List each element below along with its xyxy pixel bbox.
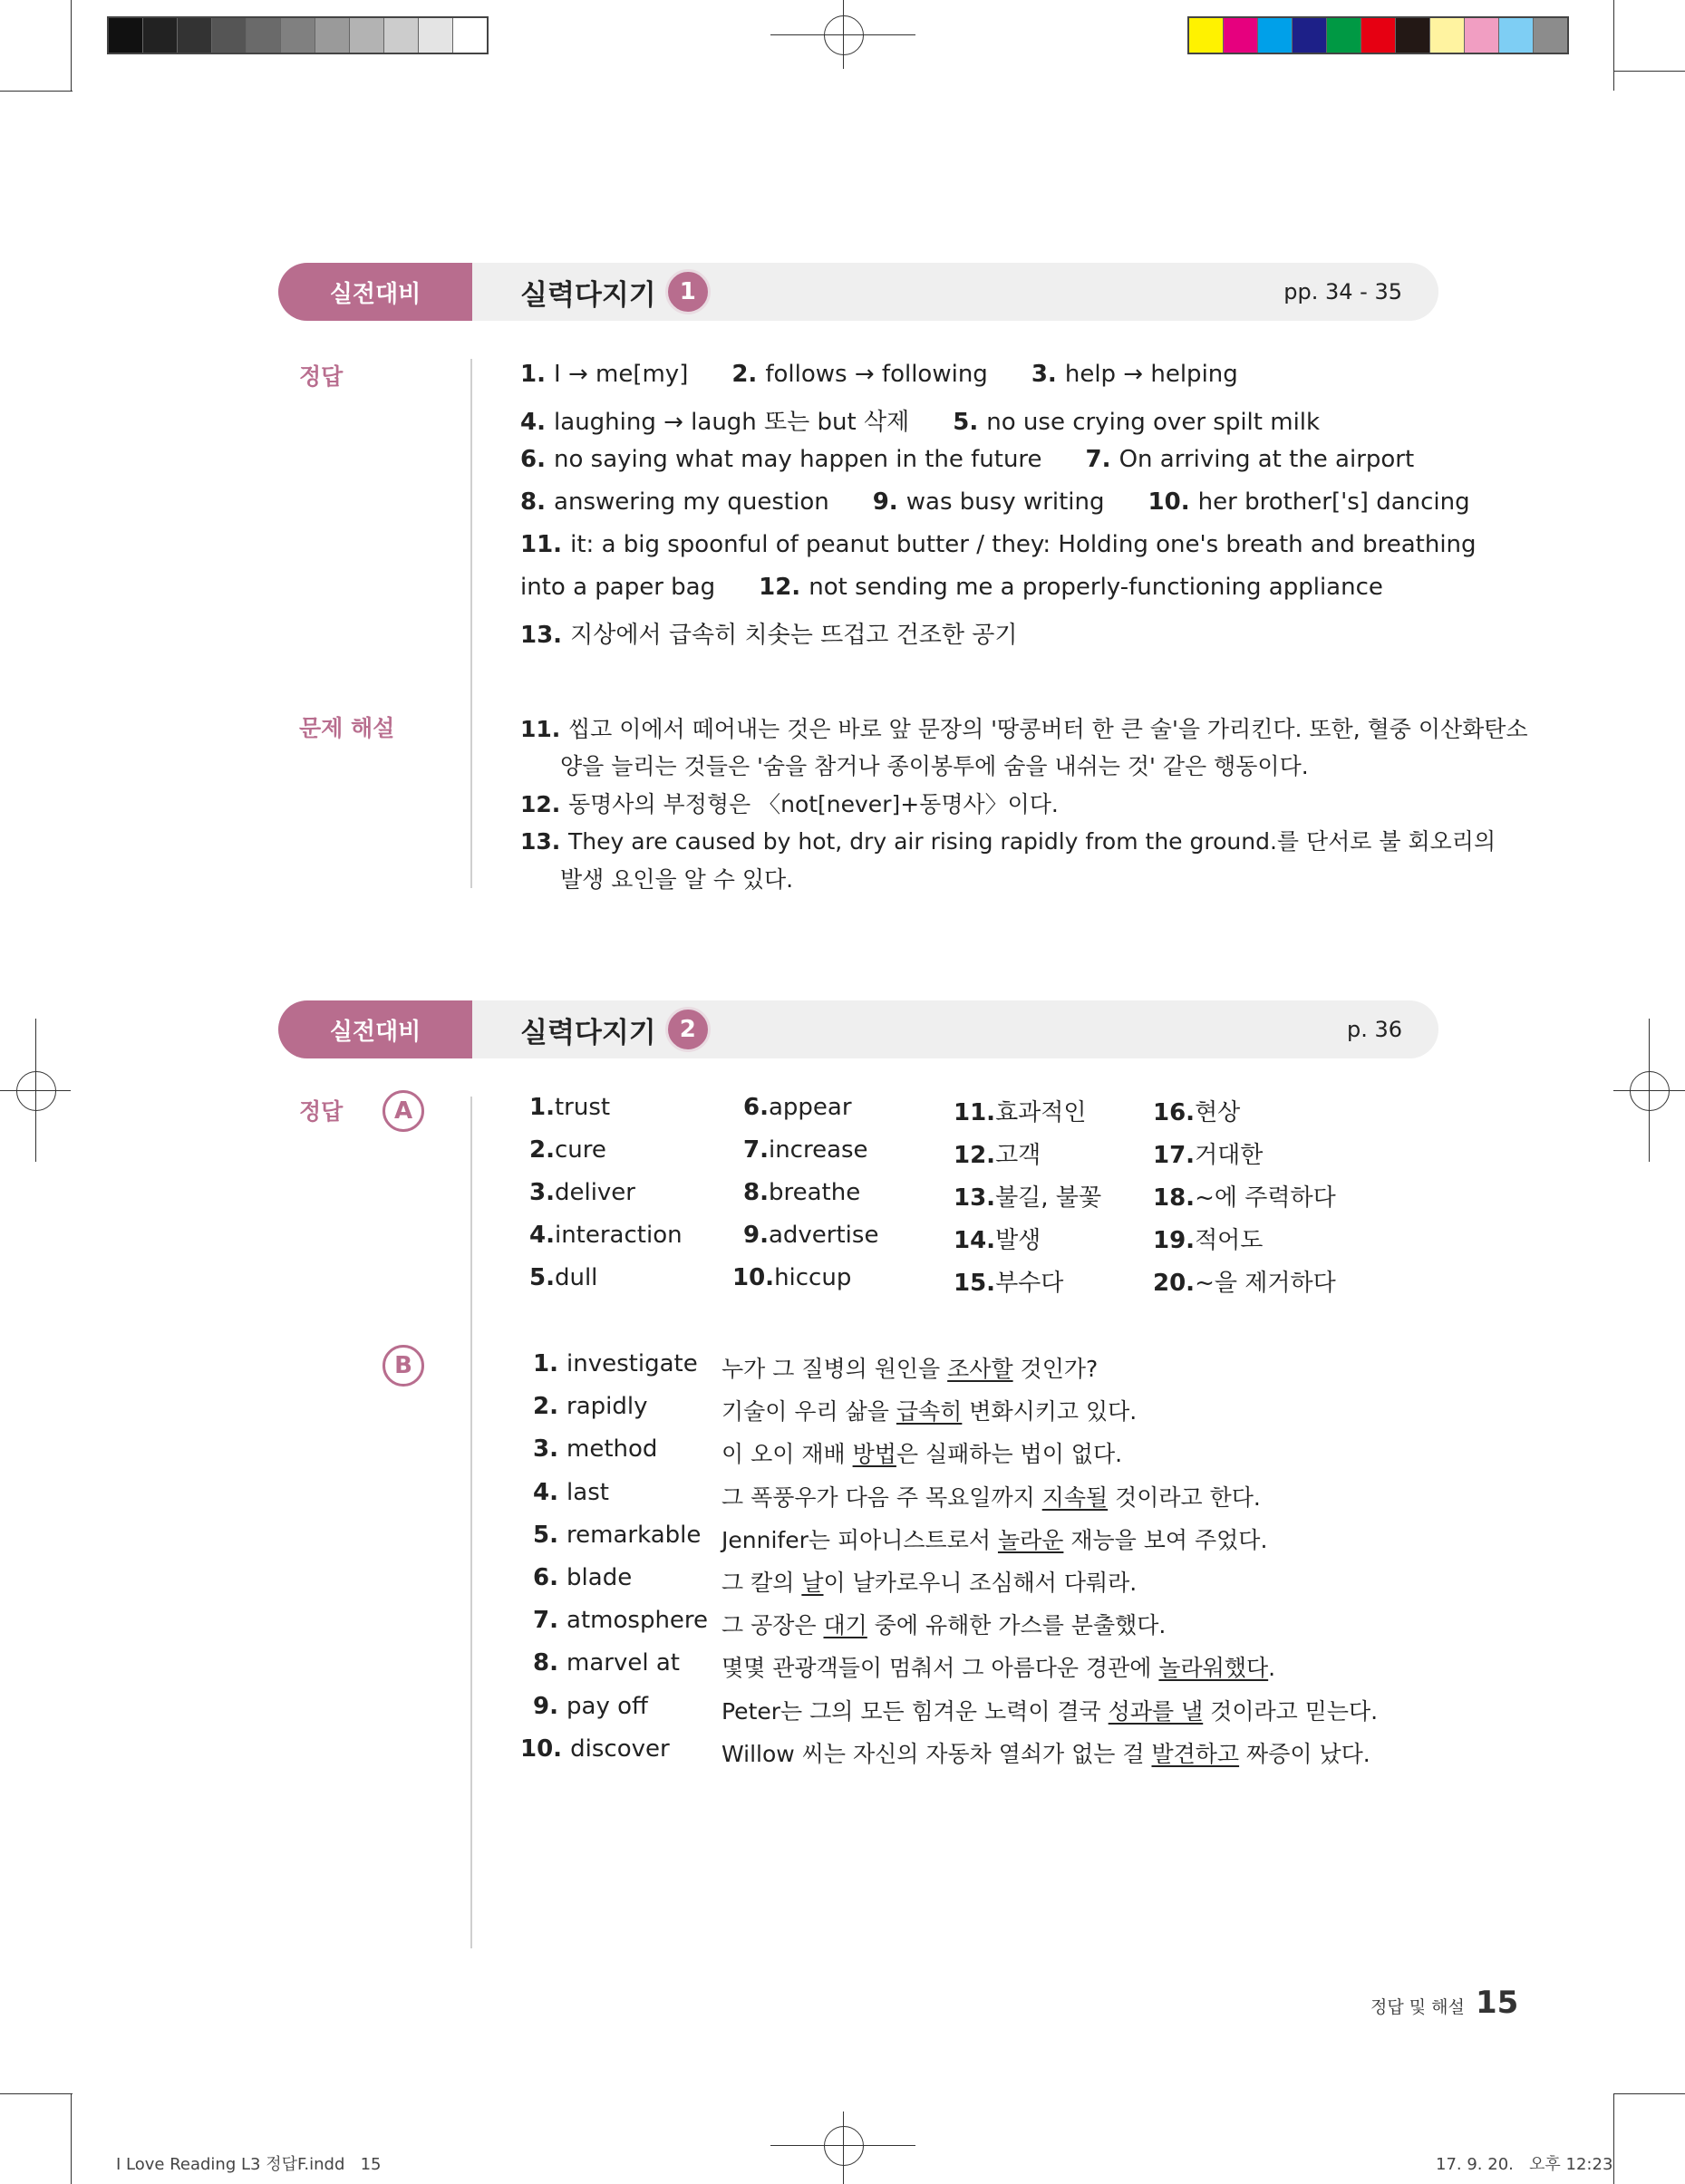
color-swatch <box>1499 18 1534 53</box>
example-sentence <box>721 1565 1137 1598</box>
answer-text: On arriving at the airport <box>1118 446 1415 473</box>
section-title-text: 실력다지기 <box>520 278 656 312</box>
vocab-word <box>533 1479 609 1506</box>
target-word: 놀라워했다 <box>1158 1655 1269 1682</box>
color-swatch <box>1430 18 1465 53</box>
color-swatch <box>453 18 487 53</box>
answer-line <box>520 531 1477 558</box>
sentence-part: 변화시키고 있다. <box>962 1398 1138 1425</box>
example-sentence <box>721 1694 1378 1726</box>
registration-mark-line <box>843 0 844 69</box>
item-number: 13. <box>520 828 568 855</box>
file-info: I Love Reading L3 정답F.indd 15 <box>116 2155 382 2174</box>
section-tag: 실전대비 <box>278 263 472 321</box>
sentence-part: . <box>1268 1655 1276 1682</box>
sentence-part: 중에 유해한 가스를 분출했다. <box>867 1612 1167 1639</box>
color-swatch <box>1327 18 1361 53</box>
explanation-line <box>520 824 1496 856</box>
item-number: 2. <box>529 1136 555 1164</box>
vocab-item <box>954 1179 1101 1213</box>
explanation-text: They are caused by hot, dry air rising rapidly from the ground.를 단서로 불 회오리의 <box>568 828 1496 855</box>
vocab-item <box>1153 1222 1263 1255</box>
color-swatch <box>384 18 419 53</box>
word-text: investigate <box>567 1350 698 1377</box>
target-word: 발견하고 <box>1151 1740 1240 1767</box>
section-number-badge: 1 <box>665 269 711 314</box>
vocab-text: 고객 <box>995 1142 1041 1169</box>
explanation-line <box>520 787 1059 819</box>
color-swatch <box>1465 18 1499 53</box>
column-divider <box>470 359 472 888</box>
item-number: 3. <box>1031 361 1065 388</box>
vocab-text: ~을 제거하다 <box>1195 1270 1336 1297</box>
item-number: 4. <box>529 1222 555 1249</box>
example-sentence <box>721 1608 1166 1640</box>
timestamp: 17. 9. 20. 오후 12:23 <box>1436 2155 1613 2174</box>
item-number: 16. <box>1153 1099 1196 1126</box>
color-swatch <box>1361 18 1396 53</box>
crop-mark <box>0 2093 73 2094</box>
example-sentence <box>721 1736 1370 1769</box>
target-word: 조사할 <box>947 1356 1013 1382</box>
example-sentence <box>721 1480 1261 1512</box>
sentence-part: 그 공장은 <box>721 1612 824 1639</box>
item-number: 2. <box>533 1393 567 1421</box>
vocab-text: appear <box>768 1094 852 1121</box>
explanation-text: 동명사의 부정형은 〈not[never]+동명사〉이다. <box>568 791 1059 817</box>
color-swatch <box>143 18 178 53</box>
explanation-label: 문제 해설 <box>299 715 395 741</box>
section-number-badge: 2 <box>665 1007 711 1052</box>
color-swatch <box>1396 18 1430 53</box>
answer-line <box>520 446 1414 473</box>
color-swatch <box>247 18 281 53</box>
sentence-part: 기술이 우리 삶을 <box>721 1398 896 1425</box>
vocab-word <box>533 1393 648 1420</box>
explanation-line <box>520 711 1528 744</box>
registration-mark <box>824 2126 864 2166</box>
part-b-badge: B <box>383 1345 424 1387</box>
item-number: 10. <box>520 1735 571 1763</box>
answer-text: into a paper bag <box>520 574 716 601</box>
vocab-text: dull <box>554 1264 598 1291</box>
vocab-item <box>743 1094 852 1121</box>
vocab-word <box>533 1522 701 1549</box>
section-title <box>520 268 711 315</box>
answer-text: her brother['s] dancing <box>1197 488 1470 516</box>
registration-mark-line <box>35 1019 36 1162</box>
vocab-text: ~에 주력하다 <box>1195 1184 1336 1212</box>
vocab-text: 적어도 <box>1195 1227 1264 1254</box>
word-text: marvel at <box>567 1649 680 1677</box>
answer-line <box>520 361 1238 388</box>
sentence-part: Jennifer는 피아니스트로서 <box>721 1526 998 1553</box>
item-number: 15. <box>954 1270 996 1297</box>
vocab-item <box>529 1094 610 1121</box>
color-swatch <box>315 18 350 53</box>
vocab-item <box>743 1222 878 1249</box>
answer-text: it: a big spoonful of peanut butter / they: Holding one's breath and breathing <box>570 531 1477 558</box>
item-number: 1. <box>520 361 555 388</box>
item-number: 11. <box>954 1099 996 1126</box>
answer-label: 정답 <box>299 363 344 390</box>
section-title-text: 실력다지기 <box>520 1016 656 1049</box>
vocab-text: deliver <box>554 1179 635 1206</box>
target-word: 성과를 낼 <box>1108 1697 1204 1725</box>
crop-mark <box>1613 0 1614 91</box>
target-word: 방법 <box>852 1441 896 1468</box>
word-text: atmosphere <box>567 1607 709 1635</box>
vocab-word <box>533 1649 680 1677</box>
item-number: 9. <box>872 488 906 516</box>
answer-text: help → helping <box>1064 361 1238 388</box>
item-number: 10. <box>1148 488 1198 516</box>
vocab-text: cure <box>554 1136 606 1164</box>
vocab-word <box>533 1564 632 1591</box>
color-swatch <box>281 18 315 53</box>
vocab-word <box>533 1350 698 1377</box>
item-number: 7. <box>1085 446 1119 473</box>
example-sentence <box>721 1351 1098 1384</box>
vocab-text: 불길, 불꽃 <box>995 1184 1102 1212</box>
answer-text: was busy writing <box>905 488 1105 516</box>
vocab-item <box>954 1222 1041 1255</box>
word-text: rapidly <box>567 1393 648 1421</box>
item-number: 8. <box>533 1649 567 1677</box>
answer-line <box>520 488 1470 516</box>
crop-mark <box>71 0 72 91</box>
color-swatch <box>109 18 143 53</box>
item-number: 18. <box>1153 1184 1196 1212</box>
page-reference: pp. 34 - 35 <box>1283 279 1402 304</box>
item-number: 19. <box>1153 1227 1196 1254</box>
sentence-part: 짜증이 났다. <box>1239 1740 1370 1767</box>
answer-text: follows → following <box>765 361 988 388</box>
column-divider <box>470 1097 472 1948</box>
target-word: 지속될 <box>1041 1483 1109 1511</box>
answer-line <box>520 403 1320 437</box>
answer-text: answering my question <box>554 488 829 516</box>
example-sentence <box>721 1522 1267 1555</box>
word-text: discover <box>570 1735 670 1763</box>
page-reference: p. 36 <box>1346 1017 1402 1042</box>
answer-line <box>520 574 1383 601</box>
vocab-item <box>743 1136 868 1164</box>
section-tag: 실전대비 <box>278 1000 472 1058</box>
item-number: 3. <box>533 1435 567 1464</box>
color-swatch <box>419 18 453 53</box>
page-number: 15 <box>1476 1985 1519 2021</box>
section-title <box>520 1006 711 1053</box>
registration-mark-line <box>843 2112 844 2184</box>
item-number: 6. <box>743 1094 769 1121</box>
vocab-word <box>533 1607 708 1634</box>
item-number: 3. <box>529 1179 555 1206</box>
answer-text: I → me[my] <box>554 361 689 388</box>
gray-color-bar <box>107 16 489 54</box>
word-text: pay off <box>567 1692 648 1720</box>
item-number: 11. <box>520 716 568 742</box>
crop-mark <box>1613 2093 1685 2094</box>
footer-label: 정답 및 해설 <box>1370 1997 1465 2017</box>
explanation-line <box>560 862 793 894</box>
item-number: 4. <box>520 409 555 436</box>
item-number: 9. <box>533 1692 567 1720</box>
target-word: 대기 <box>823 1612 867 1639</box>
sentence-part: 재능을 보여 주었다. <box>1063 1526 1268 1553</box>
vocab-item <box>743 1179 860 1206</box>
item-number: 6. <box>520 446 555 473</box>
registration-mark <box>16 1071 56 1111</box>
item-number: 9. <box>743 1222 769 1249</box>
item-number: 6. <box>533 1564 567 1591</box>
word-text: method <box>567 1435 658 1464</box>
vocab-item <box>732 1264 851 1291</box>
color-swatch <box>178 18 212 53</box>
crop-mark <box>1613 2093 1614 2184</box>
sentence-part: 것이라고 믿는다. <box>1203 1697 1379 1725</box>
sentence-part: 것이라고 한다. <box>1108 1483 1261 1511</box>
vocab-text: interaction <box>554 1222 683 1249</box>
vocab-item <box>1153 1094 1240 1127</box>
word-text: blade <box>567 1564 633 1591</box>
vocab-text: 효과적인 <box>995 1099 1087 1126</box>
sentence-part: 그 칼의 <box>721 1570 802 1596</box>
vocab-item <box>1153 1264 1336 1298</box>
item-number: 8. <box>743 1179 769 1206</box>
answer-text: not sending me a properly-functioning appliance <box>809 574 1383 601</box>
registration-mark <box>1630 1071 1670 1111</box>
explanation-text: 씹고 이에서 떼어내는 것은 바로 앞 문장의 '땅콩버터 한 큰 술'을 가리킨다. 또한, 혈중 이산화탄소 <box>568 716 1528 742</box>
vocab-text: 부수다 <box>995 1270 1064 1297</box>
answer-text: no saying what may happen in the future <box>554 446 1042 473</box>
item-number: 13. <box>954 1184 996 1212</box>
item-number: 5. <box>953 409 987 436</box>
item-number: 20. <box>1153 1270 1196 1297</box>
vocab-word <box>520 1735 670 1763</box>
vocab-text: hiccup <box>774 1264 852 1291</box>
part-a-badge: A <box>383 1090 424 1132</box>
example-sentence <box>721 1394 1137 1426</box>
explanation-text: 양을 늘리는 것들은 '숨을 참거나 종이봉투에 숨을 내쉬는 것' 같은 행동이다. <box>560 753 1309 779</box>
vocab-text: increase <box>768 1136 868 1164</box>
sentence-part: 몇몇 관광객들이 멈춰서 그 아름다운 경관에 <box>721 1655 1159 1682</box>
color-swatch <box>350 18 384 53</box>
sentence-part: 누가 그 질병의 원인을 <box>721 1356 948 1382</box>
item-number: 11. <box>520 531 571 558</box>
vocab-item <box>529 1264 597 1291</box>
item-number: 14. <box>954 1227 996 1254</box>
vocab-word <box>533 1435 657 1463</box>
sentence-part: Willow 씨는 자신의 자동차 열쇠가 없는 걸 <box>721 1740 1152 1767</box>
process-color-bar <box>1187 16 1569 54</box>
item-number: 4. <box>533 1478 567 1506</box>
item-number: 1. <box>529 1094 555 1121</box>
color-swatch <box>1258 18 1293 53</box>
vocab-text: trust <box>554 1094 611 1121</box>
sentence-part: 이 날카로우니 조심해서 다뤄라. <box>823 1570 1138 1596</box>
vocab-word <box>533 1693 648 1720</box>
target-word: 날 <box>801 1570 824 1596</box>
registration-mark <box>824 15 864 55</box>
crop-mark <box>71 2093 72 2184</box>
example-sentence <box>721 1436 1122 1469</box>
item-number: 13. <box>520 622 571 649</box>
item-number: 12. <box>759 574 809 601</box>
crop-mark <box>1613 71 1685 72</box>
target-word: 급속히 <box>896 1398 963 1425</box>
vocab-item <box>954 1136 1041 1170</box>
vocab-item <box>954 1264 1063 1298</box>
answer-line <box>520 616 1018 650</box>
sentence-part: 은 실패하는 법이 없다. <box>896 1441 1123 1468</box>
answer-text: 지상에서 급속히 치솟는 뜨겁고 건조한 공기 <box>570 622 1018 649</box>
item-number: 5. <box>533 1521 567 1549</box>
answer-text: laughing → laugh 또는 but 삭제 <box>554 409 910 436</box>
item-number: 7. <box>533 1607 567 1635</box>
color-swatch <box>212 18 247 53</box>
answer-text: no use crying over spilt milk <box>986 409 1321 436</box>
answer-label: 정답 <box>299 1098 344 1125</box>
color-swatch <box>1224 18 1258 53</box>
vocab-item <box>529 1179 635 1206</box>
item-number: 1. <box>533 1350 567 1377</box>
explanation-text: 발생 요인을 알 수 있다. <box>560 866 794 893</box>
item-number: 2. <box>731 361 766 388</box>
item-number: 7. <box>743 1136 769 1164</box>
item-number: 5. <box>529 1264 555 1291</box>
example-sentence <box>721 1650 1275 1683</box>
vocab-item <box>1153 1136 1263 1170</box>
vocab-text: advertise <box>768 1222 879 1249</box>
registration-mark-line <box>1649 1019 1650 1162</box>
color-swatch <box>1293 18 1327 53</box>
word-text: last <box>567 1478 609 1506</box>
vocab-item <box>529 1222 683 1249</box>
item-number: 8. <box>520 488 555 516</box>
item-number: 10. <box>732 1264 775 1291</box>
color-swatch <box>1534 18 1567 53</box>
vocab-item <box>1153 1179 1336 1213</box>
vocab-text: breathe <box>768 1179 861 1206</box>
sentence-part: 그 폭풍우가 다음 주 목요일까지 <box>721 1483 1042 1511</box>
item-number: 17. <box>1153 1142 1196 1169</box>
crop-mark <box>0 91 73 92</box>
sentence-part: Peter는 그의 모든 힘겨운 노력이 결국 <box>721 1697 1109 1725</box>
word-text: remarkable <box>567 1521 702 1549</box>
vocab-text: 현상 <box>1195 1099 1241 1126</box>
color-swatch <box>1189 18 1224 53</box>
item-number: 12. <box>954 1142 996 1169</box>
item-number: 12. <box>520 791 568 817</box>
explanation-line <box>560 749 1309 781</box>
vocab-text: 거대한 <box>1195 1142 1264 1169</box>
vocab-text: 발생 <box>995 1227 1041 1254</box>
target-word: 놀라운 <box>997 1526 1064 1553</box>
sentence-part: 이 오이 재배 <box>721 1441 853 1468</box>
vocab-item <box>954 1094 1087 1127</box>
vocab-item <box>529 1136 606 1164</box>
sentence-part: 것인가? <box>1012 1356 1099 1382</box>
